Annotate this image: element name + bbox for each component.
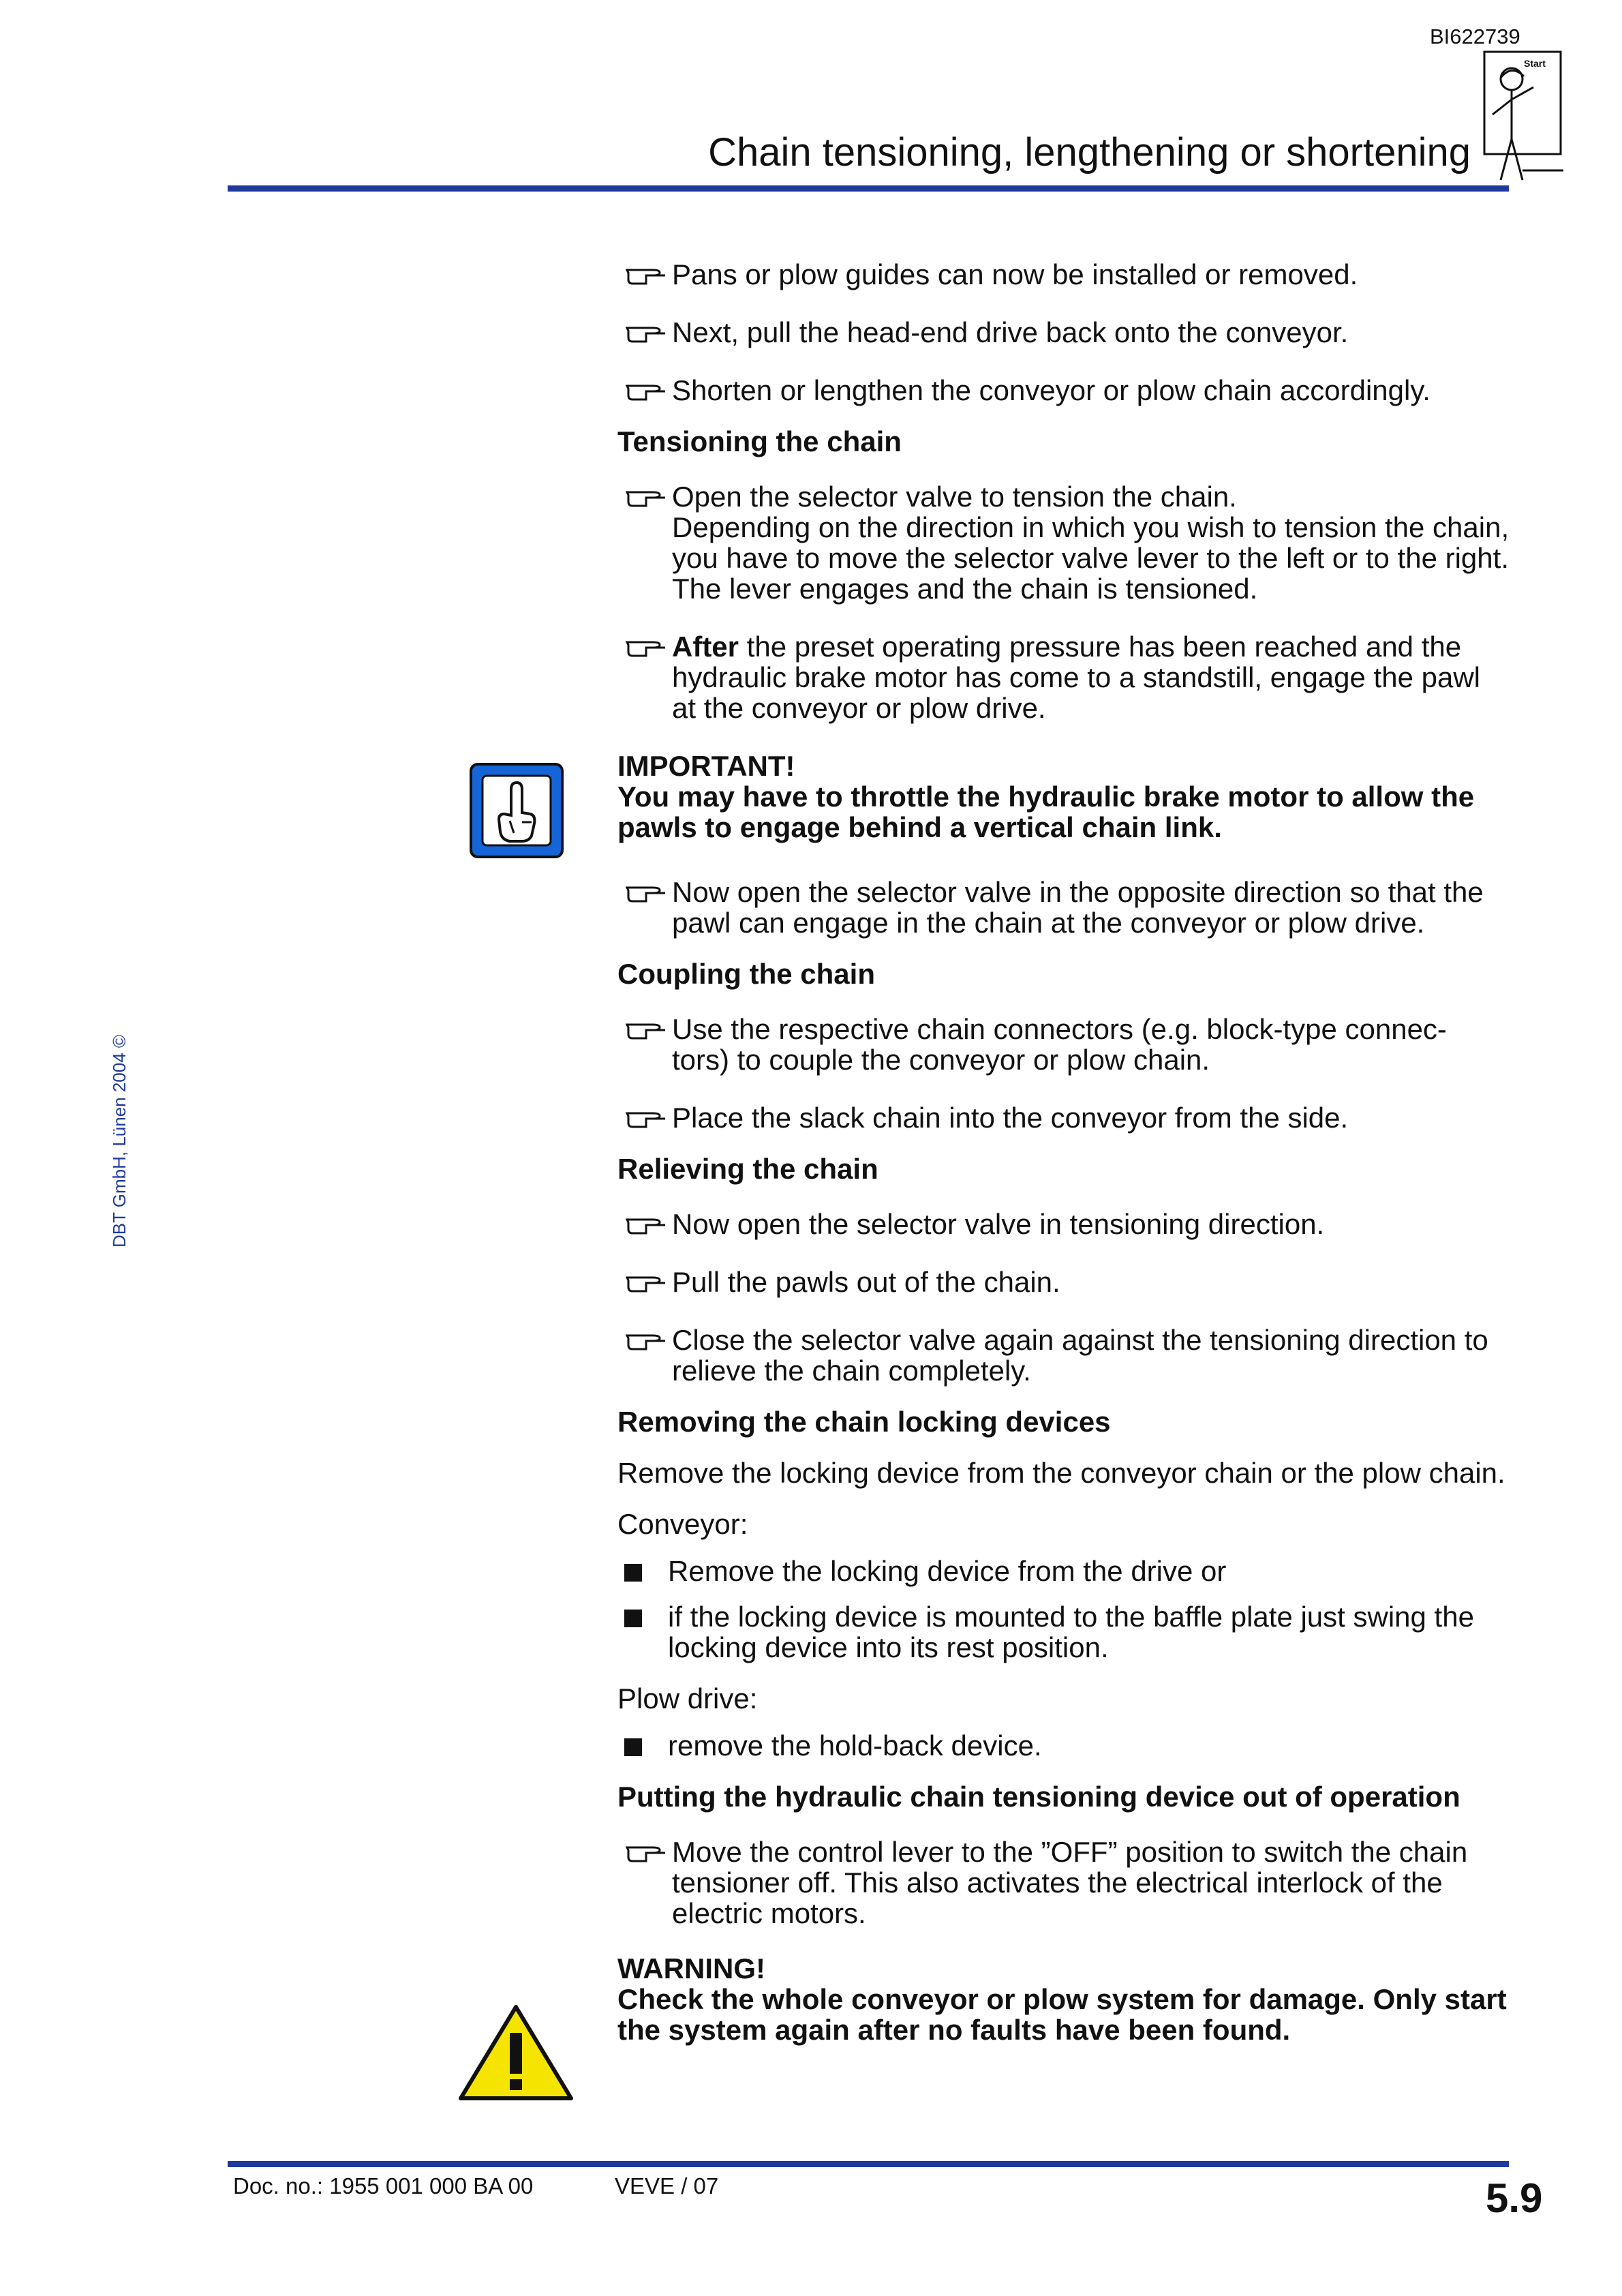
pointing-hand-icon: [626, 1018, 667, 1041]
section-heading-coupling: Coupling the chain: [617, 958, 875, 990]
section-heading-out-of-operation: Putting the hydraulic chain tensioning device out of operation: [617, 1781, 1460, 1813]
instruction-step: [617, 877, 1510, 938]
instruction-step: [617, 375, 1510, 406]
hand-pointing-icon: [469, 762, 564, 859]
bullet-square-icon: [624, 1564, 642, 1582]
instruction-step: [617, 1102, 1510, 1133]
pointing-hand-icon: [626, 485, 667, 509]
important-text: You may have to throttle the hydraulic brake motor to allow the pawls to engage behind a vertical chain link.: [617, 781, 1475, 843]
section-heading-tensioning: Tensioning the chain: [617, 425, 902, 457]
header-rule: [228, 185, 1509, 192]
instruction-step: [617, 1837, 1510, 1929]
instruction-step: [617, 1267, 1510, 1297]
instruction-step: [617, 1209, 1510, 1239]
step-text: Use the respective chain connectors (e.g. block-type connec- tors) to couple the conveyor or plow chain.: [672, 1013, 1447, 1076]
pointing-hand-icon: [626, 1106, 667, 1130]
pointing-hand-icon: [626, 1329, 667, 1352]
page-title: Chain tensioning, lengthening or shortening: [708, 130, 1471, 175]
list-item: [617, 1556, 1510, 1586]
plow-drive-label: Plow drive:: [617, 1682, 758, 1715]
conveyor-label: Conveyor:: [617, 1508, 748, 1540]
pointing-hand-icon: [626, 379, 667, 402]
important-label: IMPORTANT!: [617, 750, 795, 782]
page-number: 5.9: [1486, 2175, 1543, 2221]
list-item-text: Remove the locking device from the drive or: [668, 1555, 1227, 1587]
step-text: Close the selector valve again against the tensioning direction to relieve the chain completely.: [672, 1324, 1488, 1387]
list-item-text: if the locking device is mounted to the baffle plate just swing the locking device into its rest position.: [668, 1601, 1474, 1663]
step-text: Shorten or lengthen the conveyor or plow chain accordingly.: [672, 374, 1430, 406]
step-text: Pans or plow guides can now be installed or removed.: [672, 258, 1358, 290]
step-text: Move the control lever to the ”OFF” position to switch the chain tensioner off. This also activates the electrical interlock of the electric motors.: [672, 1836, 1468, 1929]
step-bold-lead: After: [672, 631, 739, 663]
footer-rule: [228, 2161, 1509, 2167]
instruction-step: [617, 1014, 1510, 1075]
document-id: BI622739: [1430, 25, 1520, 48]
removing-intro: Remove the locking device from the conveyor chain or the plow chain.: [617, 1457, 1505, 1489]
instruction-step: [617, 259, 1510, 290]
step-text: Next, pull the head-end drive back onto the conveyor.: [672, 316, 1349, 348]
side-copyright: DBT GmbH, Lünen 2004 ©: [109, 1034, 129, 1248]
operator-figure-icon: [1482, 49, 1566, 185]
section-heading-removing: Removing the chain locking devices: [617, 1406, 1111, 1438]
bullet-square-icon: [624, 1610, 642, 1627]
pointing-hand-icon: [626, 321, 667, 344]
figure-start-label: Start: [1524, 58, 1546, 69]
pointing-hand-icon: [626, 1213, 667, 1236]
step-text: Now open the selector valve in tensioning direction.: [672, 1208, 1325, 1240]
step-text: Now open the selector valve in the opposite direction so that the pawl can engage in the chain at the conveyor or plow drive.: [672, 876, 1484, 939]
pointing-hand-icon: [626, 881, 667, 904]
list-item: [617, 1730, 1510, 1761]
section-heading-relieving: Relieving the chain: [617, 1153, 878, 1185]
pointing-hand-icon: [626, 635, 667, 659]
warning-triangle-icon: [457, 2003, 575, 2104]
step-text: Pull the pawls out of the chain.: [672, 1266, 1060, 1298]
instruction-step: [617, 481, 1510, 604]
warning-label: WARNING!: [617, 1952, 765, 1984]
list-item-text: remove the hold-back device.: [668, 1729, 1042, 1762]
pointing-hand-icon: [626, 263, 667, 286]
doc-version: VEVE / 07: [615, 2173, 719, 2199]
warning-notice: [617, 1953, 1510, 2045]
step-text: Place the slack chain into the conveyor from the side.: [672, 1102, 1349, 1134]
warning-text: Check the whole conveyor or plow system for damage. Only start the system again after no faults have been found.: [617, 1983, 1507, 2046]
step-text: the preset operating pressure has been reached and the hydraulic brake motor has come to a standstill, engage the pawl at the conveyor or plow drive.: [672, 631, 1480, 724]
step-text: Open the selector valve to tension the chain.: [672, 481, 1237, 513]
important-notice: [617, 751, 1510, 843]
list-item: [617, 1601, 1510, 1663]
instruction-step: [617, 631, 1510, 723]
instruction-step: [617, 317, 1510, 348]
step-detail: Depending on the direction in which you wish to tension the chain, you have to move the selector valve lever to the left or to the right. The lever engages and the chain is tensioned.: [672, 511, 1510, 605]
doc-number: Doc. no.: 1955 001 000 BA 00: [233, 2173, 534, 2199]
main-content: [617, 259, 1510, 2079]
pointing-hand-icon: [626, 1841, 667, 1864]
instruction-step: [617, 1325, 1510, 1386]
pointing-hand-icon: [626, 1271, 667, 1294]
bullet-square-icon: [624, 1738, 642, 1756]
